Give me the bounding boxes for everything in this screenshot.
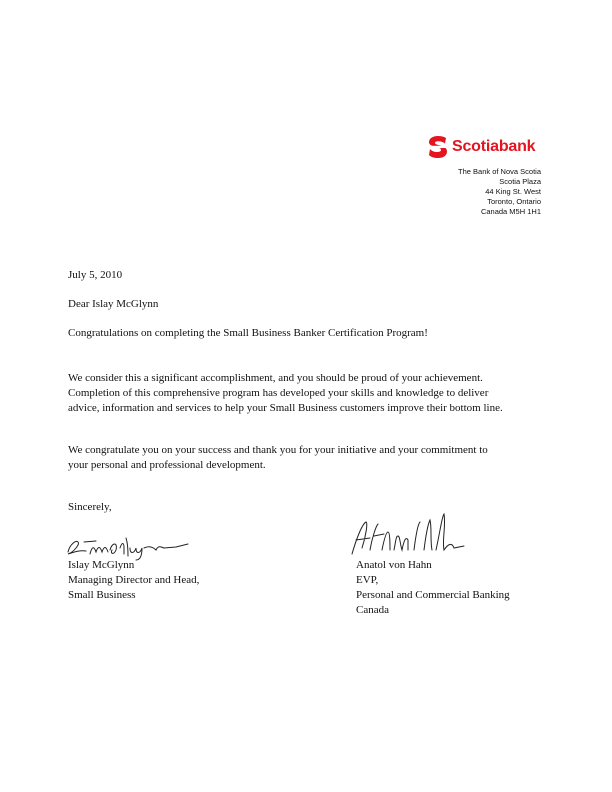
bank-address	[458, 167, 541, 217]
paragraph-line: your personal and professional development.	[68, 459, 266, 471]
congratulations-line: Congratulations on completing the Small Business Banker Certification Program!	[68, 327, 428, 339]
signatory-left	[68, 558, 199, 603]
brand-name: Scotiabank	[452, 138, 536, 155]
address-line: Canada M5H 1H1	[480, 207, 541, 216]
letter-date: July 5, 2010	[68, 269, 123, 281]
salutation: Dear Islay McGlynn	[68, 298, 159, 310]
paragraph-line: Completion of this comprehensive program has developed your skills and knowledge to deliver	[68, 387, 489, 399]
paragraph-line: advice, information and services to help your Small Business customers improve their bottom line.	[68, 402, 503, 414]
address-line: 44 King St. West	[485, 187, 541, 196]
signatory-title: Personal and Commercial Banking	[356, 589, 510, 601]
address-line: Scotia Plaza	[499, 177, 541, 186]
address-line: The Bank of Nova Scotia	[458, 167, 541, 176]
address-line: Toronto, Ontario	[487, 197, 541, 206]
signatory-name: Islay McGlynn	[68, 559, 135, 571]
signatory-name: Anatol von Hahn	[356, 559, 432, 571]
paragraph-achievement	[68, 371, 548, 416]
paragraph-commitment	[68, 443, 548, 473]
signature-left	[64, 528, 194, 562]
signatory-title: Canada	[356, 604, 389, 616]
paragraph-line: We congratulate you on your success and thank you for your initiative and your commitment to	[68, 444, 488, 456]
closing: Sincerely,	[68, 501, 112, 513]
signatory-title: Small Business	[68, 589, 136, 601]
signatory-right	[356, 558, 510, 618]
signature-right	[348, 510, 468, 560]
brand-logo	[428, 135, 535, 159]
signatory-title: Managing Director and Head,	[68, 574, 200, 586]
scotiabank-s-logo-icon	[428, 135, 448, 159]
paragraph-line: We consider this a significant accomplishment, and you should be proud of your achievement.	[68, 372, 483, 384]
signatory-title: EVP,	[356, 574, 379, 586]
